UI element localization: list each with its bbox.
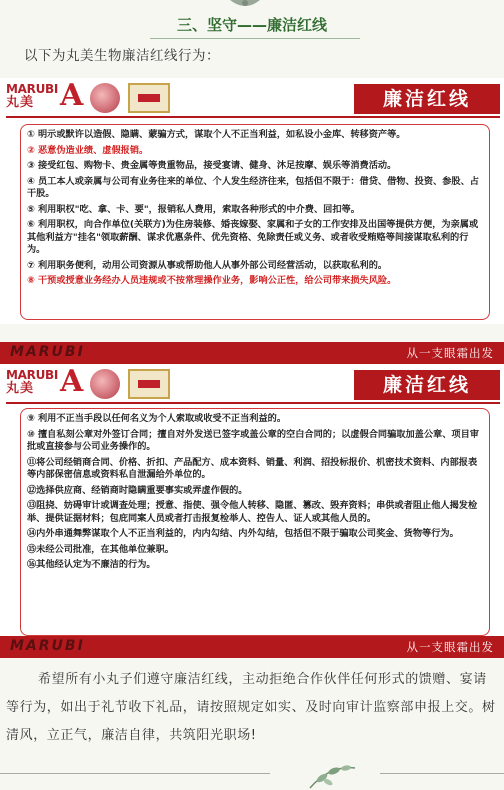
footer-slogan: 从一支眼霜出发 <box>406 640 494 654</box>
rules-list <box>20 124 490 320</box>
footer-band-2 <box>0 636 504 658</box>
section-title: 三、坚守——廉洁红线 <box>176 16 327 34</box>
rule-item: ⑨ 利用不正当手段以任何名义为个人索取或收受不正当利益的。 <box>27 413 287 424</box>
closing-paragraph <box>0 666 504 750</box>
certificate-icon <box>128 83 170 113</box>
top-leaf-ornament <box>0 0 504 14</box>
banner-underline <box>6 116 500 118</box>
banner-underline <box>6 402 500 404</box>
rule-item: ⑦ 利用职务便利，动用公司资源从事或帮助他人从事外部公司经营活动，以获取私利的。 <box>27 259 388 271</box>
rule-item: ② 恶意伪造业绩、虚假报销。 <box>27 144 149 156</box>
marubi-logo: MARUBI 丸美 <box>6 368 59 396</box>
footer-band-1 <box>0 342 504 364</box>
footer-logo: MARUBI <box>10 344 85 360</box>
seal-emblem-icon <box>90 83 120 113</box>
brand-header <box>0 78 504 118</box>
closing-text: 希望所有小丸子们遵守廉洁红线，主动拒绝合作伙伴任何形式的馈赠、宴请等行为，如出于礼节收下礼品，请按照规定如实、及时向审计监察部申报上交。树清风，立正气，廉洁自律，共筑阳光职场! <box>6 672 496 743</box>
brand-a-mark: A <box>60 364 84 399</box>
rule-item: ⑯其他经认定为不廉洁的行为。 <box>27 559 156 570</box>
footer-logo: MARUBI <box>10 638 85 654</box>
rule-item: ⑬阻挠、妨碍审计或调查处理；授意、指使、强令他人转移、隐匿、篡改、毁弃资料；串供或者阻止他人揭发检举、提供证据材料；包庇同案人员或者打击报复检举人、控告人、证人或其他人员的。 <box>27 500 478 524</box>
leaf-ornament-icon <box>300 760 360 790</box>
rule-item: ④ 员工本人或亲属与公司有业务往来的单位、个人发生经济往来，包括但不限于：借贷、借物、投资、参股、占干股。 <box>27 175 479 199</box>
rule-item: ⑤ 利用职权"吃、拿、卡、要"，报销私人费用，索取各种形式的中介费、回扣等。 <box>27 203 360 215</box>
redline-banner: 廉洁红线 <box>354 84 500 114</box>
rule-item: ⑮未经公司批准，在其他单位兼职。 <box>27 543 174 555</box>
redline-panel-1 <box>0 78 504 324</box>
brand-header <box>0 364 504 404</box>
certificate-icon <box>128 369 170 399</box>
bottom-divider-left <box>0 773 270 774</box>
marubi-logo: MARUBI 丸美 <box>6 82 59 110</box>
rules-list <box>20 408 490 636</box>
brand-a-mark: A <box>60 78 84 113</box>
seal-emblem-icon <box>90 369 120 399</box>
rule-item: ⑧ 干预或授意业务经办人员违规或不按常理操作业务，影响公正性，给公司带来损失风险。 <box>27 275 397 286</box>
rule-item: ⑥ 利用职权，向合作单位(关联方)为住房装修、婚丧嫁娶、家属和子女的工作安排及出国等提供方便，为亲属或其他利益方"挂名"领取薪酬、谋求优惠条件、优先资格、免除责任或义务、或者收受贿赂等间接谋取私利的行为。 <box>27 219 479 255</box>
footer-slogan: 从一支眼霜出发 <box>406 346 494 360</box>
rule-item: ⑩ 擅自私刻公章对外签订合同；擅自对外发送已签字或盖公章的空白合同的；以虚假合同骗取加盖公章、项目审批或直接参与公司业务操作的。 <box>27 428 479 452</box>
redline-banner: 廉洁红线 <box>354 370 500 400</box>
title-underline <box>150 38 360 39</box>
rule-item: ① 明示或默许以造假、隐瞒、蒙骗方式，谋取个人不正当利益，如私设小金库、转移资产等。 <box>27 129 406 140</box>
rule-item: ⑭内外串通舞弊谋取个人不正当利益的，内内勾结、内外勾结，包括但不限于骗取公司奖金、货物等行为。 <box>27 528 459 539</box>
rule-item: ③ 接受红包、购物卡、贵金属等贵重物品，接受宴请、健身、沐足按摩、娱乐等消费活动。 <box>27 160 397 171</box>
rule-item: ⑪将公司经销商合同、价格、折扣、产品配方、成本资料、销量、利润、招投标报价、机密技术资料、内部报表等内部保密信息或资料私自泄漏给外单位的。 <box>27 456 478 480</box>
intro-text: 以下为丸美生物廉洁红线行为： <box>24 48 220 64</box>
rule-item: ⑫选择供应商、经销商时隐瞒重要事实或弄虚作假的。 <box>27 484 248 496</box>
redline-panel-2 <box>0 364 504 640</box>
bottom-divider-right <box>380 773 504 774</box>
